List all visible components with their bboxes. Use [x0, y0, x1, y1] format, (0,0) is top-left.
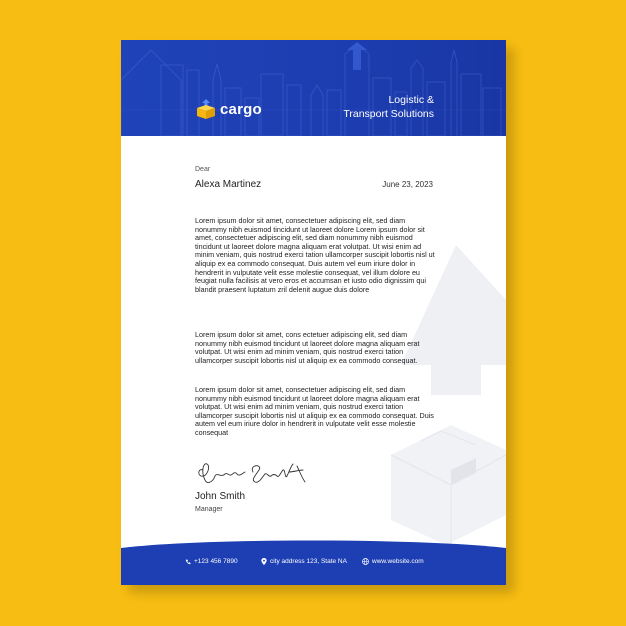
- company-tagline: [343, 93, 434, 121]
- body-paragraph-3: Lorem ipsum dolor sit amet, consectetuer adipiscing elit, sed diam nonummy nibh euismod tincidunt ut laoreet dolore magna aliquam erat volutpat. Ut wisi enim ad minim veniam, quis nostrud exerci tation ullamcorper suscipit lobortis nisl ut aliquip ex ea commodo consequat. Duis autem vel eum iriure dolor in hendrerit in vulputate velit esse molestie consequat: [195, 385, 434, 437]
- letterhead-page: [121, 40, 506, 585]
- tagline-line-2: Transport Solutions: [343, 108, 434, 120]
- globe-icon: [362, 558, 369, 565]
- greeting: Dear: [195, 166, 211, 173]
- body-paragraph-1: Lorem ipsum dolor sit amet, consectetuer adipiscing elit, sed diam nonummy nibh euismod tincidunt ut laoreet dolore Lorem ipsum dolor sit amet, consectetuer adipiscing elit, sed diam nonummy nibh euismod tincidunt ut laoreet dolore magna aliquam erat volutpat. Ut wisi enim ad minim veniam, quis nostrud exerci tation ullamcorper suscipit lobortis nisl ut aliquip ex ea commodo consequat. Duis autem vel eum iriure dolor in hendrerit in vulputate velit esse molestie consequat, vel illum dolore eu feugiat nulla facilisis at vero eros et accumsan et iusto odio dignissim qui blandit praesent luptatum zril delenit augue duis dolore: [195, 216, 435, 294]
- phone-icon: [185, 559, 191, 565]
- website-text: www.website.com: [372, 558, 424, 565]
- recipient-name: Alexa Martinez: [195, 179, 262, 190]
- footer-website[interactable]: [362, 558, 424, 565]
- brand-name: cargo: [220, 100, 262, 118]
- brand-logo: [195, 98, 262, 120]
- footer-phone[interactable]: [185, 558, 238, 565]
- footer-address[interactable]: [261, 558, 347, 565]
- tagline-line-1: Logistic &: [388, 94, 434, 106]
- location-icon: [261, 558, 267, 565]
- city-skyline-illustration: [121, 40, 506, 136]
- body-paragraph-2: Lorem ipsum dolor sit amet, cons ectetuer adipiscing elit, sed diam nonummy nibh euismod tincidunt ut laoreet dolore magna aliquam erat volutpat. Ut wisi enim ad minim veniam, quis nostrud exerci tation ullamcorper suscipit lobortis nisl ut aliquip ex ea commodo consequat.: [195, 330, 420, 365]
- letter-date: June 23, 2023: [382, 180, 433, 189]
- header-banner: [121, 40, 506, 136]
- logo-box-icon: [195, 98, 217, 120]
- phone-text: +123 456 7890: [194, 558, 238, 565]
- signature-icon: [193, 458, 313, 490]
- signer-role: Manager: [195, 506, 223, 513]
- signer-name: John Smith: [195, 491, 246, 502]
- address-text: city address 123, State NA: [270, 558, 347, 565]
